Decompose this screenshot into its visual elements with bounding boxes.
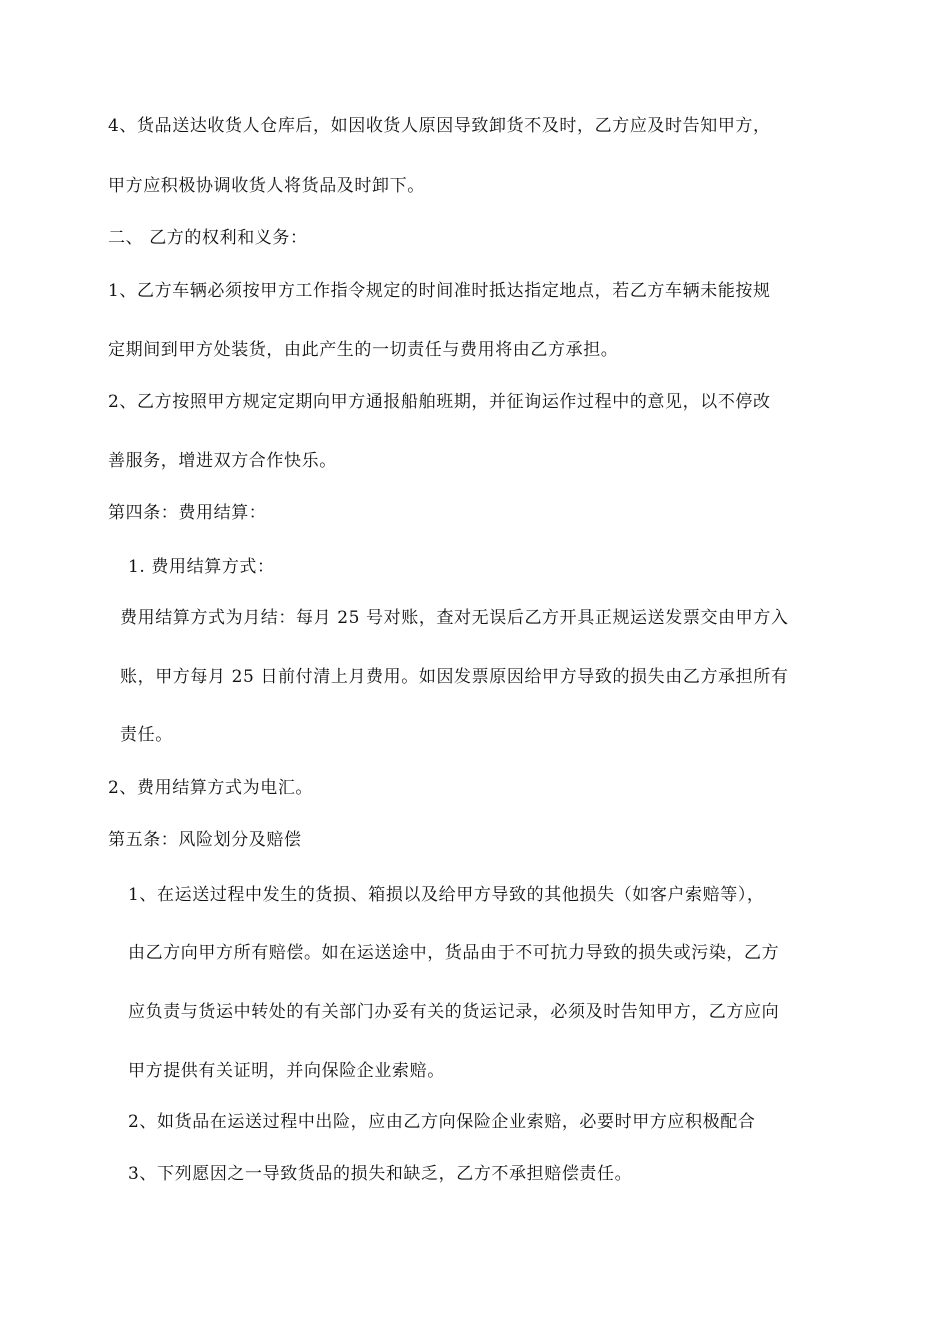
section-heading: 二、 乙方的权利和义务： — [108, 228, 308, 248]
list-item-heading: 1. 费用结算方式： — [128, 557, 275, 577]
paragraph-line: 账，甲方每月 25 日前付清上月费用。如因发票原因给甲方导致的损失由乙方承担所有 — [120, 667, 789, 687]
paragraph-line: 责任。 — [120, 725, 173, 745]
article-heading: 第四条：费用结算： — [108, 503, 267, 523]
paragraph-line: 善服务，增进双方合作快乐。 — [108, 451, 337, 471]
paragraph-line: 2、如货品在运送过程中出险，应由乙方向保险企业索赔，必要时甲方应积极配合 — [128, 1112, 756, 1132]
paragraph-line: 甲方提供有关证明，并向保险企业索赔。 — [128, 1061, 445, 1081]
paragraph-line: 应负责与货运中转处的有关部门办妥有关的货运记录，必须及时告知甲方，乙方应向 — [128, 1002, 780, 1022]
paragraph-line: 2、乙方按照甲方规定定期向甲方通报船舶班期，并征询运作过程中的意见，以不停改 — [108, 392, 771, 412]
paragraph-line: 由乙方向甲方所有赔偿。如在运送途中，货品由于不可抗力导致的损失或污染，乙方 — [128, 943, 780, 963]
paragraph-line: 费用结算方式为月结：每月 25 号对账，查对无误后乙方开具正规运送发票交由甲方入 — [120, 608, 789, 628]
article-heading: 第五条：风险划分及赔偿 — [108, 830, 302, 850]
paragraph-line: 1、在运送过程中发生的货损、箱损以及给甲方导致的其他损失（如客户索赔等）， — [128, 885, 765, 905]
paragraph-line: 4、货品送达收货人仓库后，如因收货人原因导致卸货不及时，乙方应及时告知甲方， — [108, 116, 771, 136]
paragraph-line: 3、下列愿因之一导致货品的损失和缺乏，乙方不承担赔偿责任。 — [128, 1164, 633, 1184]
paragraph-line: 定期间到甲方处装货，由此产生的一切责任与费用将由乙方承担。 — [108, 340, 619, 360]
paragraph-line: 2、费用结算方式为电汇。 — [108, 778, 314, 798]
paragraph-line: 1、乙方车辆必须按甲方工作指令规定的时间准时抵达指定地点，若乙方车辆未能按规 — [108, 281, 771, 301]
paragraph-line: 甲方应积极协调收货人将货品及时卸下。 — [108, 176, 425, 196]
